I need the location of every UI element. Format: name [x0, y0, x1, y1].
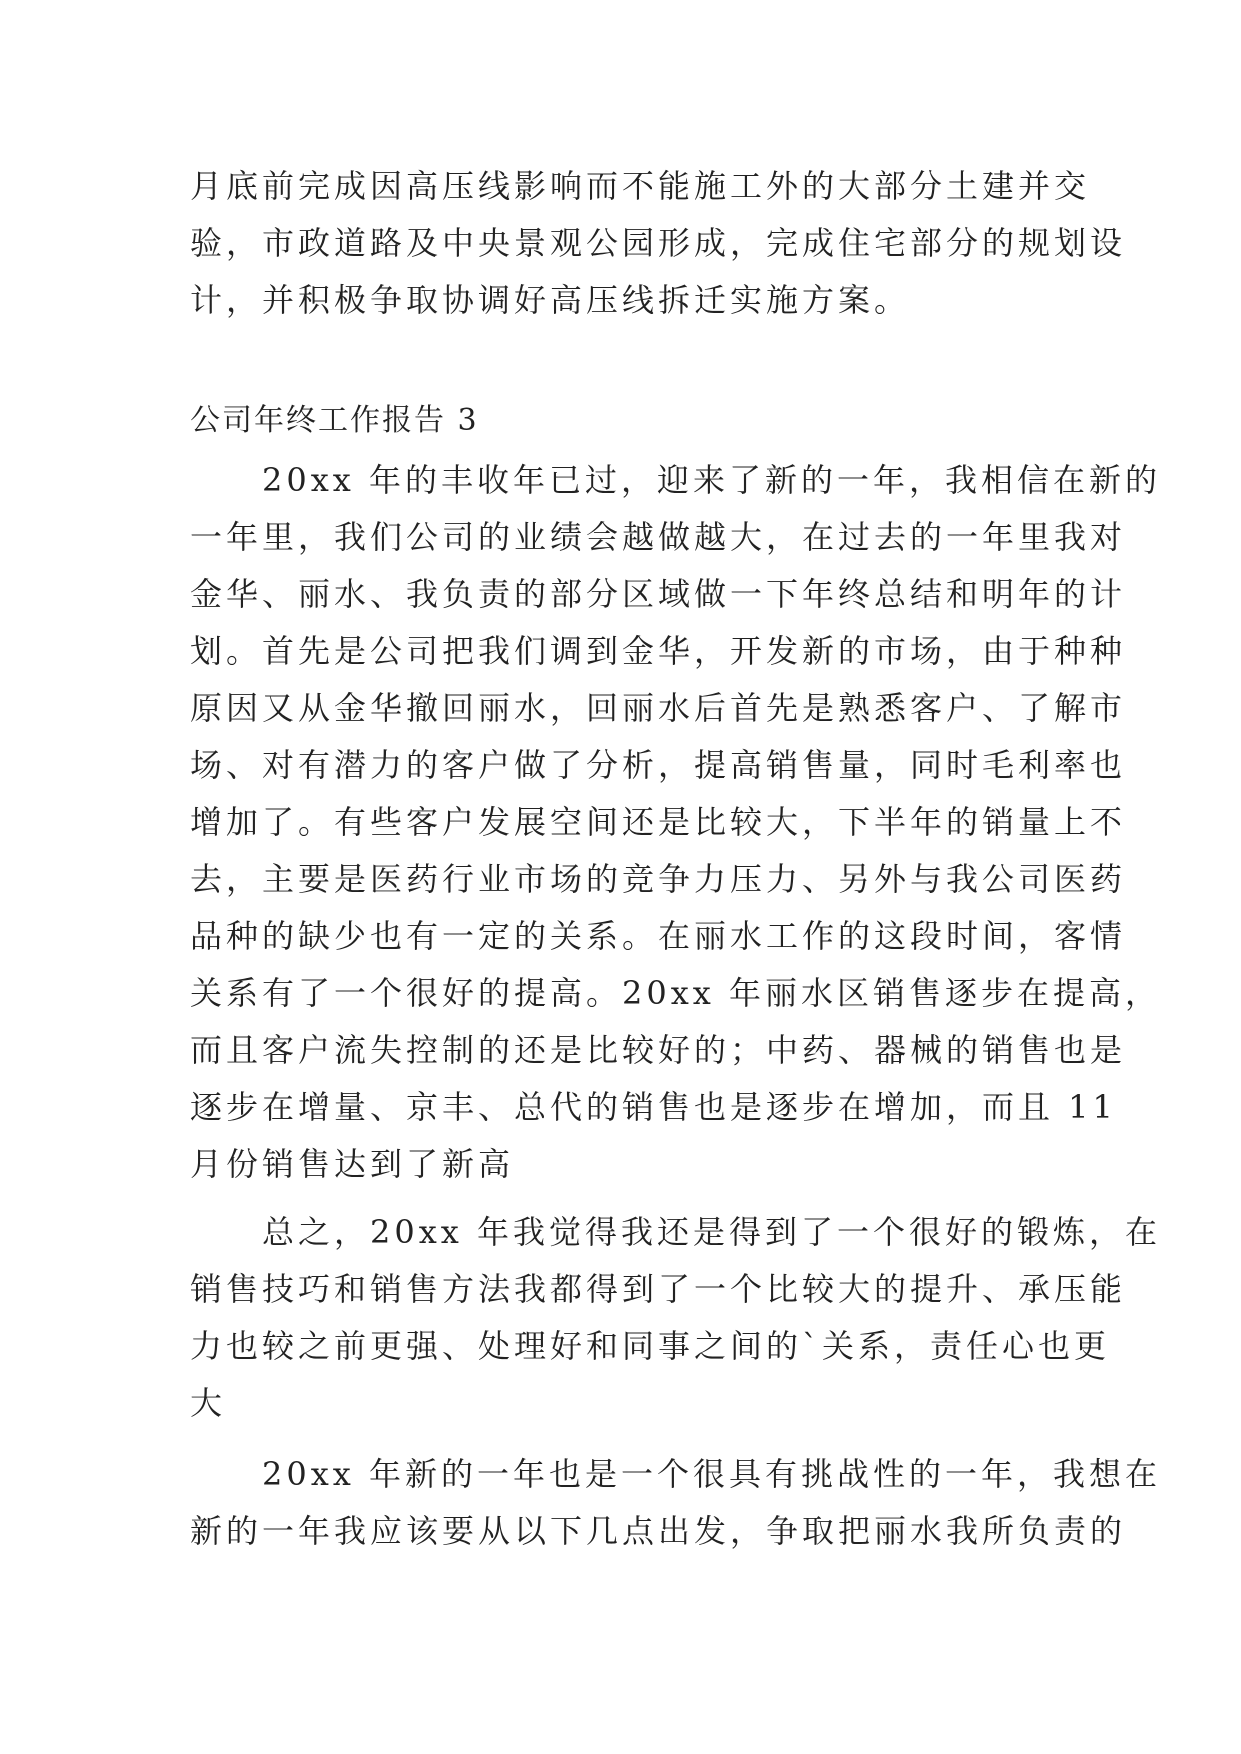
text-line: 20xx 年新的一年也是一个很具有挑战性的一年，我想在 [190, 1455, 1161, 1493]
text-line: 销售技巧和销售方法我都得到了一个比较大的提升、承压能 [190, 1270, 1127, 1308]
text-line: 计，并积极争取协调好高压线拆迁实施方案。 [190, 281, 911, 319]
paragraph-3 [190, 1446, 1161, 1560]
heading-text: 公司年终工作报告 3 [190, 403, 479, 438]
text-line: 总之，20xx 年我觉得我还是得到了一个很好的锻炼，在 [190, 1213, 1161, 1251]
text-line: 验，市政道路及中央景观公园形成，完成住宅部分的规划设 [190, 224, 1127, 262]
text-line: 金华、丽水、我负责的部分区域做一下年终总结和明年的计 [190, 575, 1127, 613]
paragraph-2 [190, 1204, 1161, 1432]
text-line: 力也较之前更强、处理好和同事之间的`关系，责任心也更 [190, 1327, 1111, 1365]
text-line: 逐步在增量、京丰、总代的销售也是逐步在增加，而且 11 [190, 1088, 1117, 1126]
section-heading [190, 392, 1045, 449]
text-line: 去，主要是医药行业市场的竞争力压力、另外与我公司医药 [190, 860, 1127, 898]
text-line: 划。首先是公司把我们调到金华，开发新的市场，由于种种 [190, 632, 1127, 670]
intro-paragraph [190, 158, 1127, 329]
paragraph-1 [190, 452, 1161, 1193]
text-line: 20xx 年的丰收年已过，迎来了新的一年，我相信在新的 [190, 461, 1161, 499]
text-line: 场、对有潜力的客户做了分析，提高销售量，同时毛利率也 [190, 746, 1127, 784]
text-line: 增加了。有些客户发展空间还是比较大，下半年的销量上不 [190, 803, 1127, 841]
text-line: 品种的缺少也有一定的关系。在丽水工作的这段时间，客情 [190, 917, 1127, 955]
text-line: 月底前完成因高压线影响而不能施工外的大部分土建并交 [190, 167, 1091, 205]
text-line: 月份销售达到了新高 [190, 1145, 515, 1183]
text-line: 新的一年我应该要从以下几点出发，争取把丽水我所负责的 [190, 1512, 1127, 1550]
text-line: 而且客户流失控制的还是比较好的；中药、器械的销售也是 [190, 1031, 1127, 1069]
text-line: 原因又从金华撤回丽水，回丽水后首先是熟悉客户、了解市 [190, 689, 1127, 727]
text-line: 一年里，我们公司的业绩会越做越大，在过去的一年里我对 [190, 518, 1127, 556]
text-line: 大 [190, 1384, 227, 1422]
text-line: 关系有了一个很好的提高。20xx 年丽水区销售逐步在提高， [190, 974, 1161, 1012]
